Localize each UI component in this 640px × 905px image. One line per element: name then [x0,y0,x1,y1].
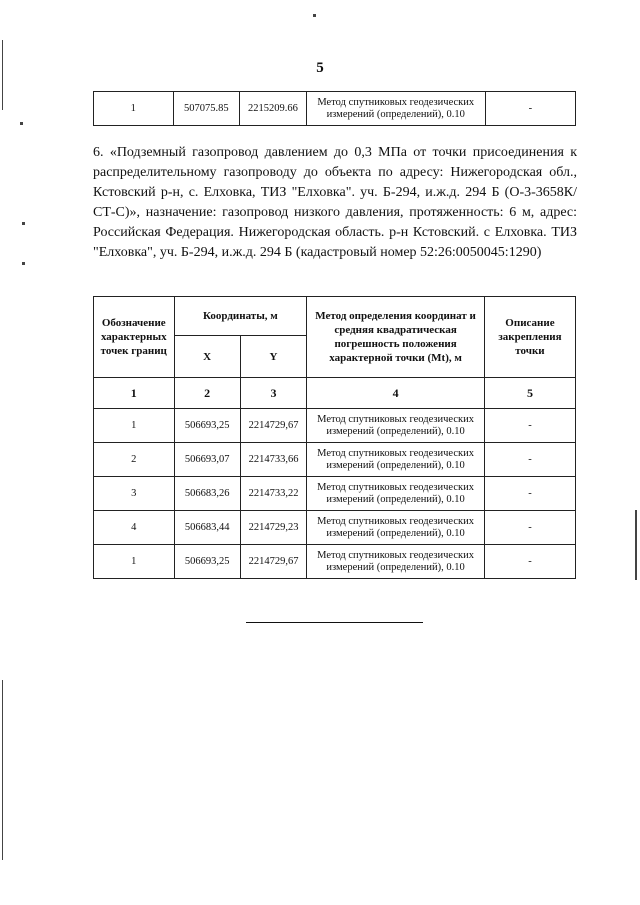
table-row [94,443,576,477]
scan-edge-line [635,510,637,580]
method-cell: Метод спутниковых геодезических измерений (определений), 0.10 [307,511,485,545]
scan-edge-line [2,680,3,860]
x-cell: 506693,07 [174,443,240,477]
scan-dot [20,122,23,125]
desc-cell: - [484,477,575,511]
scan-dot [22,262,25,265]
scan-dot [22,222,25,225]
coordinates-table [93,296,576,579]
point-cell: 3 [94,477,175,511]
x-cell: 506693,25 [174,409,240,443]
method-cell: Метод спутниковых геодезических измерений (определений), 0.10 [307,409,485,443]
y-cell: 2214729,23 [240,511,306,545]
scan-dot [313,14,316,17]
header-x: X [174,336,240,378]
y-cell: 2214729,67 [240,409,306,443]
header-row [94,297,576,336]
point-cell: 1 [94,92,174,126]
x-cell: 506683,26 [174,477,240,511]
header-coordinates: Координаты, м [174,297,307,336]
y-cell: 2214733,22 [240,477,306,511]
y-cell: 2215209.66 [240,92,307,126]
object-description: 6. «Подземный газопровод давлением до 0,3 МПа от точки присоединения к распределительному газопроводу до объекта по адресу: Нижегородская обл., Кстовский р-н, с. Елховка, ТИЗ "Елховка". уч. Б-294, и.ж.д. 294 Б (О-3-3658К/СТ-С)», назначение: газопровод низкого давления, протяженность: 6 м, адрес: Российская Федерация. Нижегородская область. р-н Кстовский. с Елховка. ТИЗ "Елховка", уч. Б-294, и.ж.д. 294 Б (кадастровый номер 52:26:0050045:1290) [93,145,577,260]
method-cell: Метод спутниковых геодезических измерений (определений), 0.10 [307,443,485,477]
point-cell: 4 [94,511,175,545]
column-number: 1 [94,378,175,409]
desc-cell: - [484,545,575,579]
x-cell: 507075.85 [173,92,240,126]
point-cell: 1 [94,545,175,579]
table-row [94,477,576,511]
method-cell: Метод спутниковых геодезических измерений (определений), 0.10 [306,92,485,126]
page-number: 5 [316,60,324,76]
point-cell: 2 [94,443,175,477]
table-row [94,511,576,545]
header-description: Описание закрепления точки [484,297,575,378]
desc-cell: - [485,92,575,126]
column-number: 4 [307,378,485,409]
desc-cell: - [484,511,575,545]
desc-cell: - [484,443,575,477]
column-number: 3 [240,378,306,409]
y-cell: 2214729,67 [240,545,306,579]
table-row [94,545,576,579]
continued-coordinates-table [93,91,576,126]
end-of-section-divider [246,622,423,623]
table-row [94,409,576,443]
point-cell: 1 [94,409,175,443]
header-method: Метод определения координат и средняя квадратическая погрешность положения характерной точки (Mt), м [307,297,485,378]
x-cell: 506683,44 [174,511,240,545]
x-cell: 506693,25 [174,545,240,579]
column-number: 2 [174,378,240,409]
table-row [94,92,576,126]
header-y: Y [240,336,306,378]
y-cell: 2214733,66 [240,443,306,477]
header-point-designation: Обозначение характерных точек границ [94,297,175,378]
column-number: 5 [484,378,575,409]
method-cell: Метод спутниковых геодезических измерений (определений), 0.10 [307,477,485,511]
desc-cell: - [484,409,575,443]
method-cell: Метод спутниковых геодезических измерений (определений), 0.10 [307,545,485,579]
column-number-row [94,378,576,409]
